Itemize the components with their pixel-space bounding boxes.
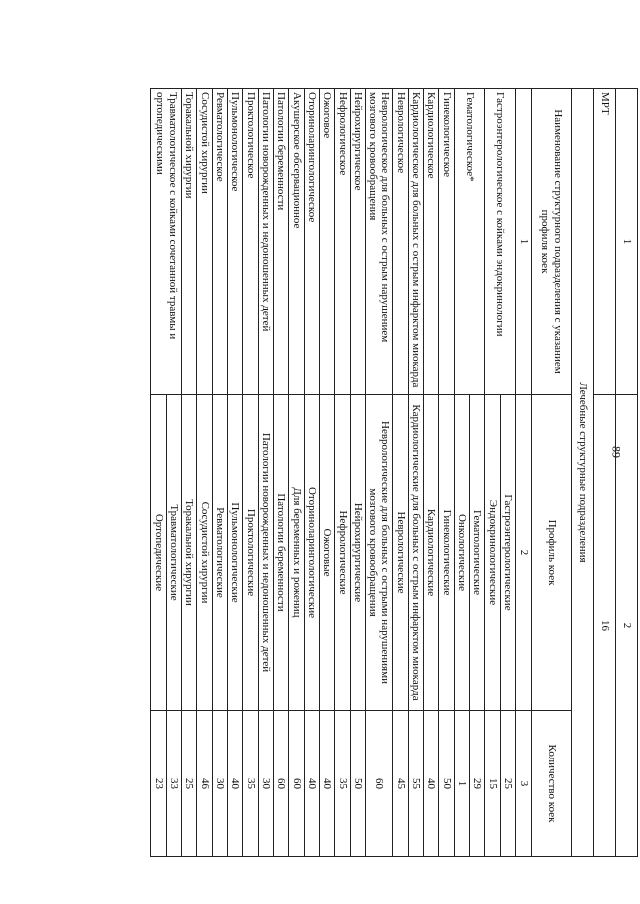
subdivision-name: Ожоговое bbox=[319, 89, 334, 395]
bed-count: 40 bbox=[304, 711, 319, 857]
subdivision-name: Гематологическое* bbox=[454, 89, 485, 395]
bed-count: 40 bbox=[228, 711, 243, 857]
bed-profile: Торакальной хирургии bbox=[182, 395, 197, 711]
table-row bbox=[500, 89, 515, 857]
bed-profile: Неврологические bbox=[393, 395, 408, 711]
table-row bbox=[408, 89, 423, 857]
page-number: 89 bbox=[609, 446, 624, 458]
bed-profile: Ревматологические bbox=[212, 395, 227, 711]
header-number-cell: 2 bbox=[616, 395, 638, 857]
bed-profile: Ожоговые bbox=[319, 395, 334, 711]
bed-count: 40 bbox=[424, 711, 439, 857]
column-header-profile: Профиль коек bbox=[532, 395, 572, 711]
bed-count: 25 bbox=[182, 711, 197, 857]
subdivision-name: Ревматологическое bbox=[212, 89, 227, 395]
bed-count: 23 bbox=[151, 711, 166, 857]
bed-profile: Гематологические bbox=[470, 395, 485, 711]
bed-profile: Кардиологические bbox=[424, 395, 439, 711]
bed-profile: Ортопедические bbox=[151, 395, 166, 711]
table-row bbox=[304, 89, 319, 857]
table-row bbox=[258, 89, 273, 857]
subdivision-name: Патологии новорожденных и недоношенных детей bbox=[258, 89, 273, 395]
table-row bbox=[470, 89, 485, 857]
bed-count: 50 bbox=[350, 711, 365, 857]
bed-profile: Пульмонологические bbox=[228, 395, 243, 711]
table-row bbox=[424, 89, 439, 857]
subdivision-name: Неврологическое bbox=[393, 89, 408, 395]
bed-profile: Эндокринологические bbox=[485, 395, 500, 711]
bed-profile: Сосудистой хирургии bbox=[197, 395, 212, 711]
subdivision-name: Проктологическое bbox=[243, 89, 258, 395]
table-row bbox=[289, 89, 304, 857]
bed-count: 55 bbox=[408, 711, 423, 857]
bed-profile: Оториноларингологические bbox=[304, 395, 319, 711]
subdivision-name: Гастроэнтерологическое с койками эндокринологии bbox=[485, 89, 516, 395]
subdivision-name: Оториноларингологическое bbox=[304, 89, 319, 395]
subdivision-name: Торакальной хирургии bbox=[182, 89, 197, 395]
bed-count: 33 bbox=[166, 711, 181, 857]
table-row bbox=[243, 89, 258, 857]
column-header-count: Количество коек bbox=[532, 711, 572, 857]
bed-count: 60 bbox=[274, 711, 289, 857]
bed-profile: Кардиологические для больных с острым инфарктом миокарда bbox=[408, 395, 423, 711]
section-title: Лечебные структурные подразделения bbox=[572, 89, 594, 857]
subdivision-name: Кардиологическое bbox=[424, 89, 439, 395]
column-number: 3 bbox=[516, 711, 532, 857]
bed-count: 45 bbox=[393, 711, 408, 857]
bed-profile: Для беременных и рожениц bbox=[289, 395, 304, 711]
bed-count: 25 bbox=[500, 711, 515, 857]
subdivision-name: Гинекологическое bbox=[439, 89, 454, 395]
bed-count: 60 bbox=[365, 711, 393, 857]
bed-profile: Патологии беременности bbox=[274, 395, 289, 711]
bed-profile: Травматологические bbox=[166, 395, 181, 711]
subdivision-name: Нефрологическое bbox=[335, 89, 350, 395]
subdivision-name: Акушерское обсервационное bbox=[289, 89, 304, 395]
header-number-cell: 1 bbox=[616, 89, 638, 395]
table-row bbox=[365, 89, 393, 857]
bed-profile: Гастроэнтерологические bbox=[500, 395, 515, 711]
bed-count: 40 bbox=[319, 711, 334, 857]
table-row bbox=[212, 89, 227, 857]
table-row bbox=[197, 89, 212, 857]
table-row bbox=[350, 89, 365, 857]
column-number: 1 bbox=[516, 89, 532, 395]
table-row bbox=[182, 89, 197, 857]
bed-count: 50 bbox=[439, 711, 454, 857]
subdivision-name: Пульмонологическое bbox=[228, 89, 243, 395]
bed-profile: Онкологические bbox=[454, 395, 469, 711]
table-row bbox=[274, 89, 289, 857]
subdivision-name: Патологии беременности bbox=[274, 89, 289, 395]
bed-profile: Неврологические для больных с острыми нарушениями мозгового кровообращения bbox=[365, 395, 393, 711]
bed-profile-table bbox=[151, 88, 639, 857]
bed-profile: Проктологические bbox=[243, 395, 258, 711]
bed-count: 15 bbox=[485, 711, 500, 857]
bed-count: 30 bbox=[258, 711, 273, 857]
bed-count: 1 bbox=[454, 711, 469, 857]
subdivision-name: Травматологическое с койками сочетанной травмы и ортопедическими bbox=[151, 89, 182, 395]
bed-count: 60 bbox=[289, 711, 304, 857]
bed-count: 29 bbox=[470, 711, 485, 857]
bed-profile: Нефрологические bbox=[335, 395, 350, 711]
column-number: 2 bbox=[516, 395, 532, 711]
bed-profile: Патологии новорожденных и недоношенных детей bbox=[258, 395, 273, 711]
bed-count: 30 bbox=[212, 711, 227, 857]
bed-profile: Гинекологические bbox=[439, 395, 454, 711]
bed-count: 46 bbox=[197, 711, 212, 857]
table-row bbox=[319, 89, 334, 857]
subdivision-name: Неврологическое для больных с острым нарушением мозгового кровообращения bbox=[365, 89, 393, 395]
bed-profile: Нейрохирургические bbox=[350, 395, 365, 711]
table-row bbox=[335, 89, 350, 857]
mri-value: 16 bbox=[594, 395, 616, 857]
subdivision-name: Нейрохирургическое bbox=[350, 89, 365, 395]
subdivision-name: Кардиологическое для больных с острым инфарктом миокарда bbox=[408, 89, 423, 395]
rotated-table-container bbox=[110, 88, 638, 856]
bed-count: 35 bbox=[243, 711, 258, 857]
table-row bbox=[439, 89, 454, 857]
subdivision-name: Сосудистой хирургии bbox=[197, 89, 212, 395]
table-row bbox=[166, 89, 181, 857]
mri-label: МРТ bbox=[594, 89, 616, 395]
bed-count: 35 bbox=[335, 711, 350, 857]
column-header-name: Наименование структурного подразделения с указанием профиля коек bbox=[532, 89, 572, 395]
table-row bbox=[228, 89, 243, 857]
table-row bbox=[393, 89, 408, 857]
